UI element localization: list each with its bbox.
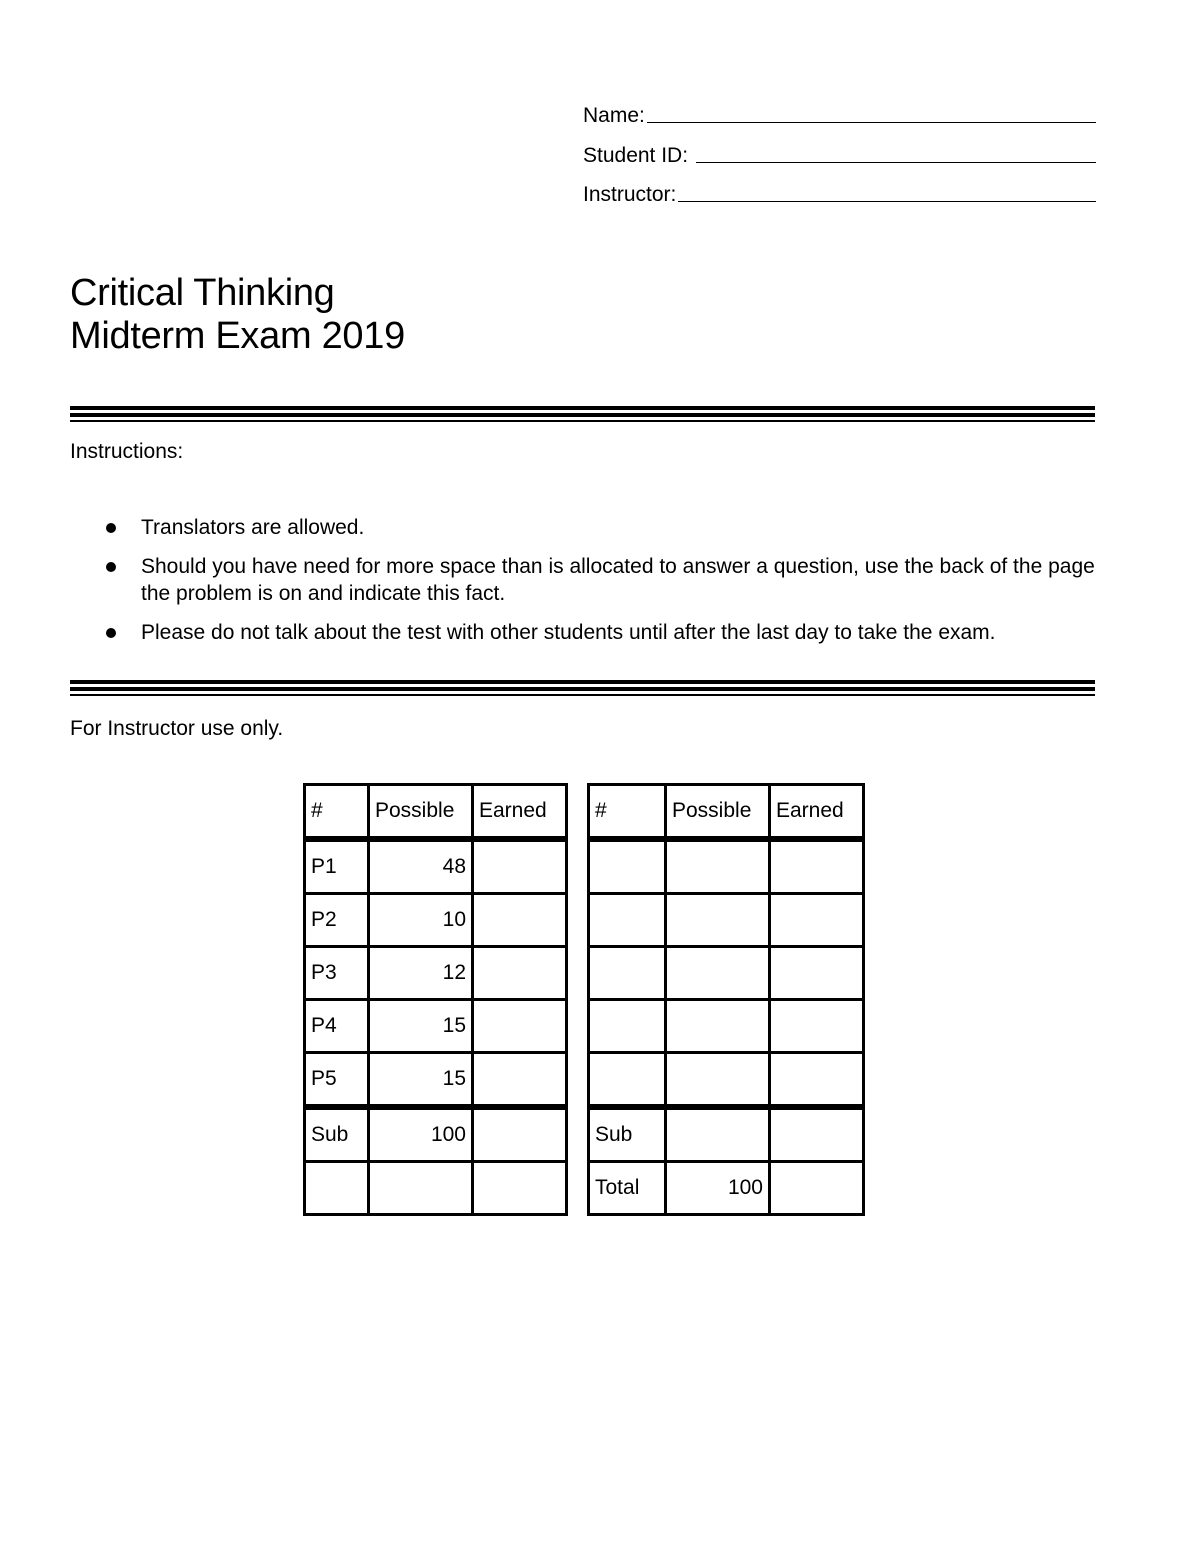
subtotal-row [305,1107,567,1162]
possible-cell [666,1000,770,1053]
problem-cell [589,894,666,947]
total-possible: 100 [666,1162,770,1215]
table-row [305,841,567,894]
header-cell: Possible [369,785,473,838]
instructor-use-note: For Instructor use only. [70,717,284,740]
student-id-line[interactable] [696,162,1096,163]
student-id-field[interactable] [583,137,1096,167]
list-item: Please do not talk about the test with other students until after the last day to take the exam. [70,619,1100,646]
empty-cell [369,1162,473,1215]
possible-cell: 12 [369,947,473,1000]
possible-cell [666,1053,770,1108]
table-row [589,894,864,947]
table-row [305,1053,567,1108]
exam-title [70,272,405,358]
possible-cell: 10 [369,894,473,947]
subtotal-row [589,1107,864,1162]
possible-cell: 15 [369,1000,473,1053]
possible-cell [666,947,770,1000]
name-line[interactable] [647,122,1096,123]
possible-cell: 15 [369,1053,473,1108]
problem-cell: P5 [305,1053,369,1108]
table-row [305,1162,567,1215]
earned-cell[interactable] [473,1053,567,1108]
empty-cell[interactable] [473,1162,567,1215]
instructor-label: Instructor: [583,183,677,206]
earned-cell[interactable] [473,841,567,894]
list-item: Should you have need for more space than is allocated to answer a question, use the back of the page the problem is on and indicate this fact. [70,553,1100,607]
problem-cell: P1 [305,841,369,894]
total-row [589,1162,864,1215]
table-row [589,1053,864,1108]
empty-cell [305,1162,369,1215]
subtotal-possible [666,1107,770,1162]
subtotal-earned[interactable] [770,1107,864,1162]
problem-cell [589,1053,666,1108]
table-row [589,841,864,894]
table-row [589,947,864,1000]
total-label: Total [589,1162,666,1215]
earned-cell[interactable] [770,894,864,947]
possible-cell [666,841,770,894]
name-label: Name: [583,104,645,127]
subtotal-possible: 100 [369,1107,473,1162]
divider-top [70,406,1095,424]
header-cell: # [305,785,369,838]
header-cell: Earned [770,785,864,838]
earned-cell[interactable] [473,894,567,947]
bullet-icon [106,523,116,533]
score-table-left [303,783,568,1216]
problem-cell: P2 [305,894,369,947]
subtotal-earned[interactable] [473,1107,567,1162]
exam-title-line2: Midterm Exam 2019 [70,315,405,357]
header-cell: # [589,785,666,838]
problem-cell [589,1000,666,1053]
possible-cell [666,894,770,947]
problem-cell: P4 [305,1000,369,1053]
instructions-list [70,514,1100,658]
list-item: Translators are allowed. [70,514,1100,541]
total-earned[interactable] [770,1162,864,1215]
instructions-heading: Instructions: [70,440,184,463]
earned-cell[interactable] [770,947,864,1000]
table-row [305,947,567,1000]
earned-cell[interactable] [473,1000,567,1053]
subtotal-label: Sub [305,1107,369,1162]
name-field[interactable] [583,97,1096,127]
header-cell: Earned [473,785,567,838]
score-table-right [587,783,865,1216]
table-row [589,1000,864,1053]
exam-title-line1: Critical Thinking [70,272,335,314]
earned-cell[interactable] [770,1000,864,1053]
table-header-row [305,785,567,838]
bullet-icon [106,562,116,572]
subtotal-label: Sub [589,1107,666,1162]
table-row [305,1000,567,1053]
earned-cell[interactable] [473,947,567,1000]
instructor-field[interactable] [583,176,1096,206]
possible-cell: 48 [369,841,473,894]
table-header-row [589,785,864,838]
problem-cell [589,947,666,1000]
student-id-label: Student ID: [583,144,689,167]
problem-cell [589,841,666,894]
divider-bottom [70,680,1095,698]
table-row [305,894,567,947]
earned-cell[interactable] [770,1053,864,1108]
header-cell: Possible [666,785,770,838]
instructor-line[interactable] [678,201,1096,202]
bullet-icon [106,628,116,638]
earned-cell[interactable] [770,841,864,894]
problem-cell: P3 [305,947,369,1000]
